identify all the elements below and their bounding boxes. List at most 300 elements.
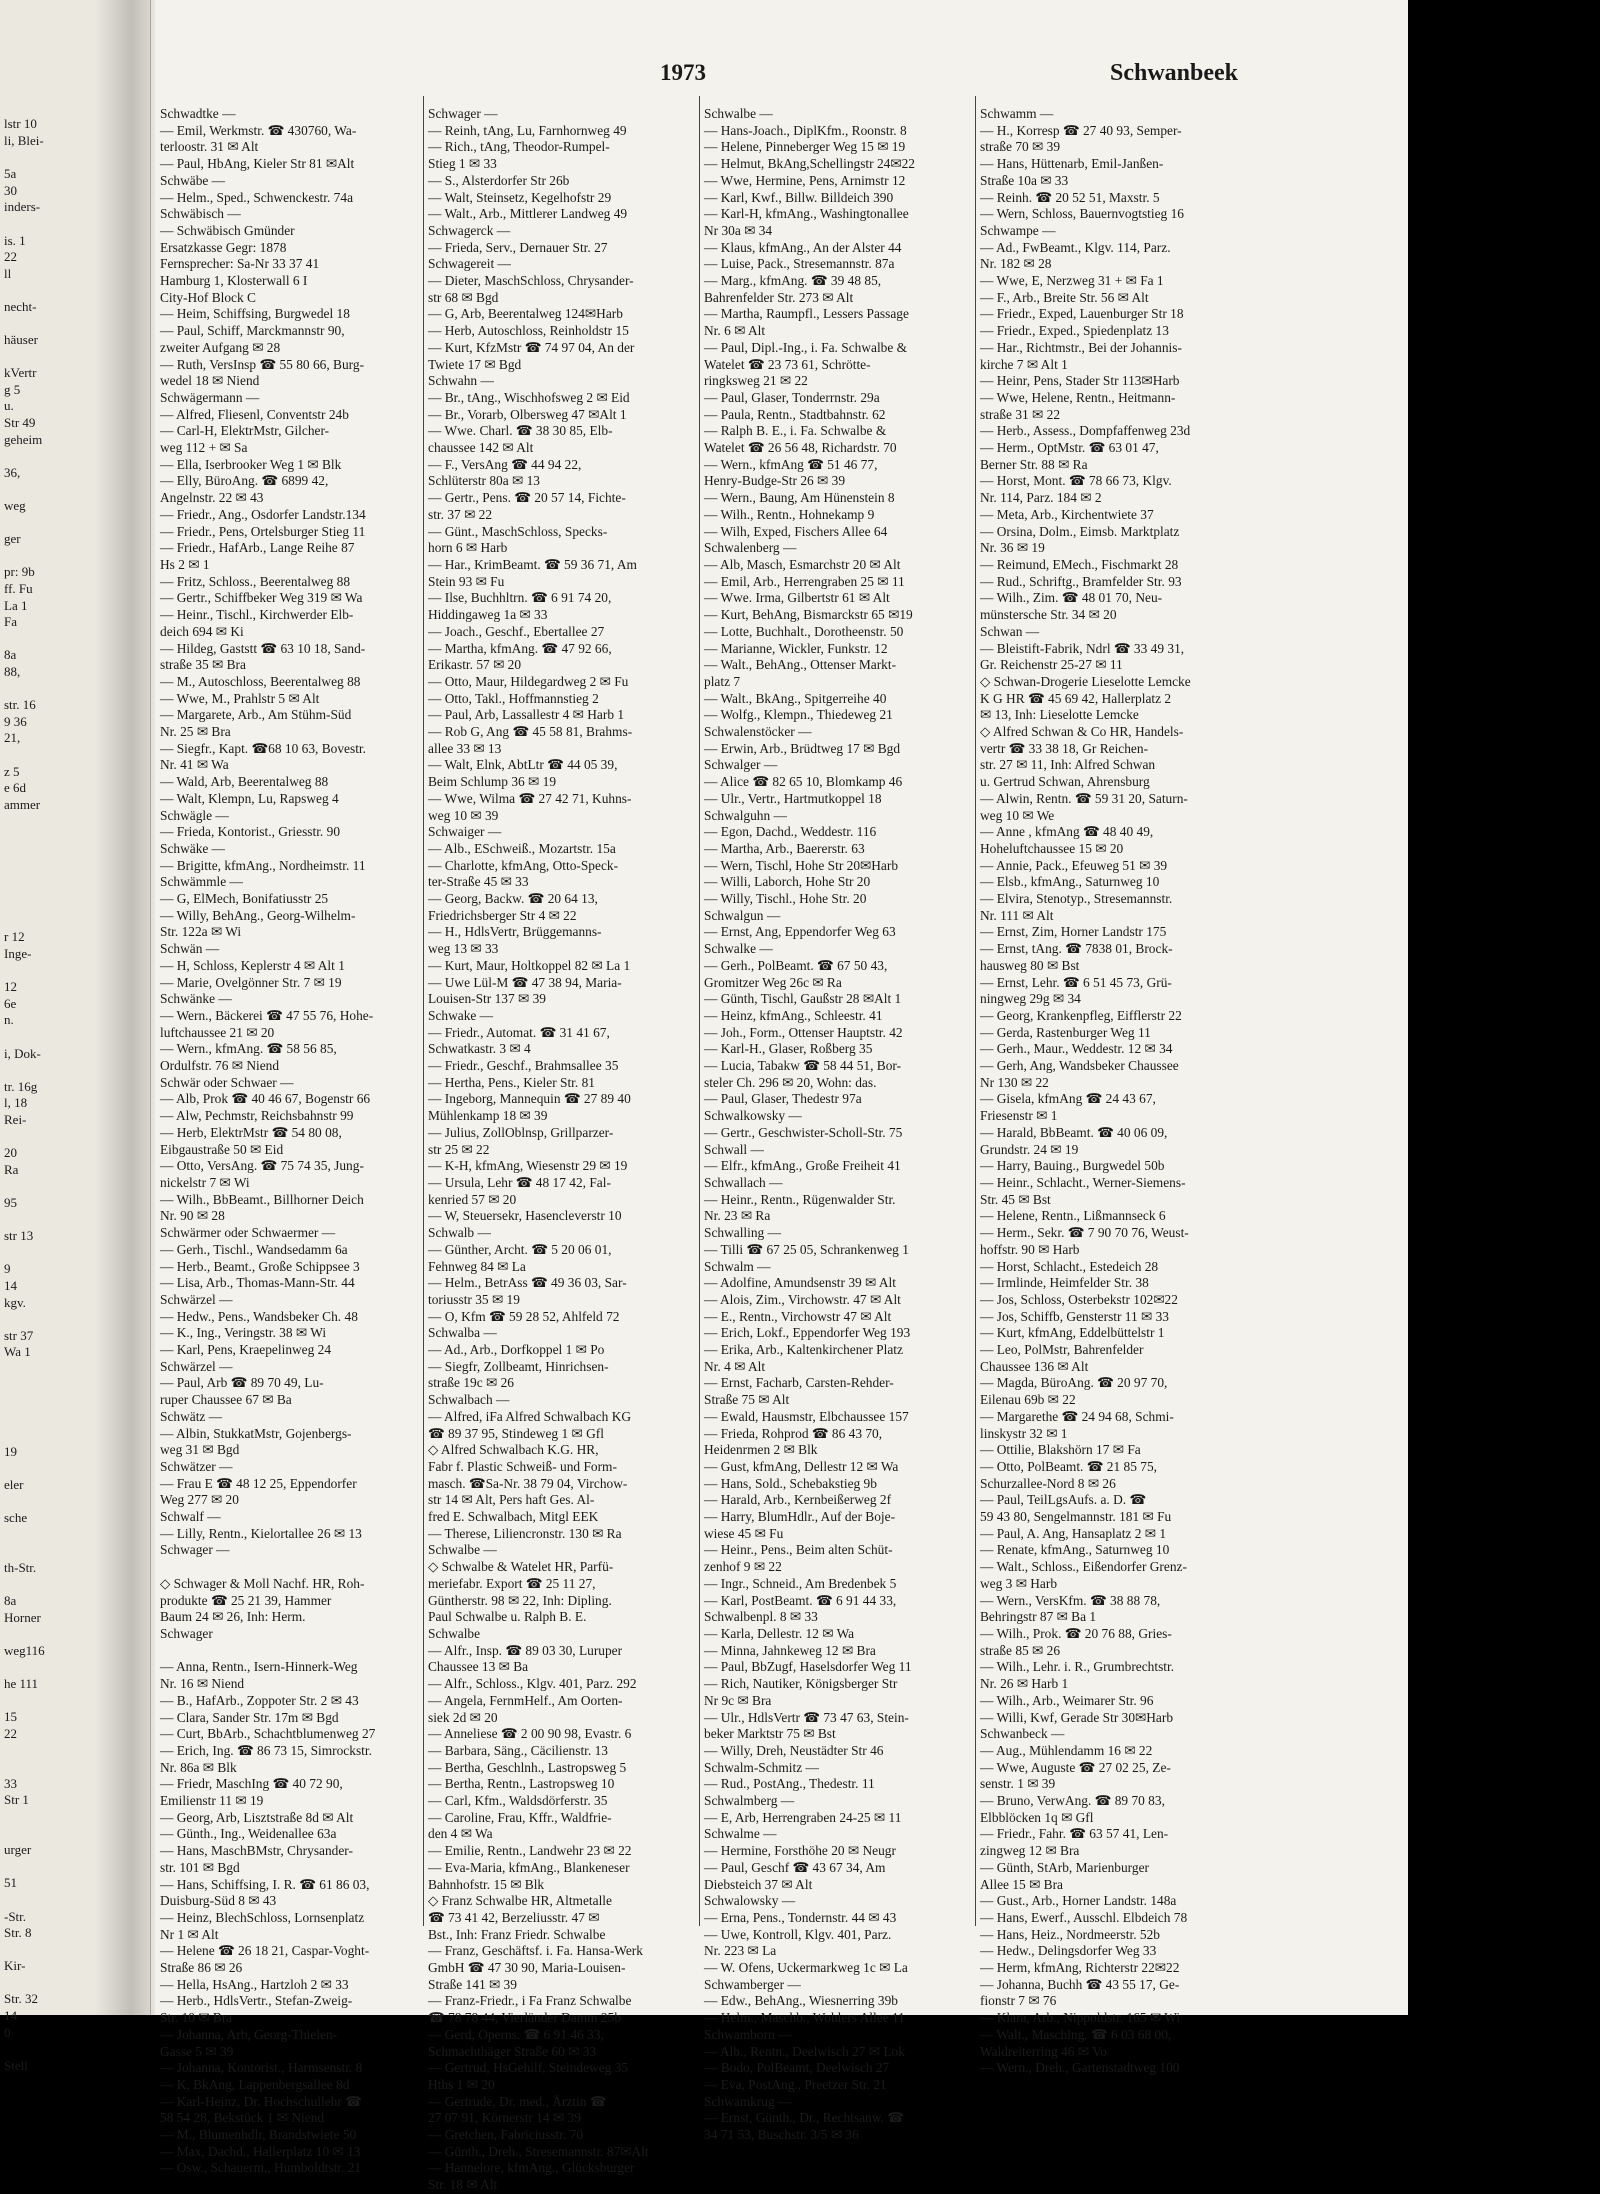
directory-entry: — Max, Dachd., Hallerplatz 10 ✉ 13: [160, 2143, 361, 2159]
directory-entry: — W, Steuersekr, Hasencleverstr 10: [428, 1208, 622, 1224]
directory-entry: Bahrenfelder Str. 273 ✉ Alt: [704, 289, 854, 305]
directory-entry: — Paul, Arb ☎ 89 70 49, Lu-: [160, 1375, 324, 1391]
directory-entry: — Paul, Arb, Lassallestr 4 ✉ Harb 1: [428, 707, 625, 723]
directory-entry: weg 10 ✉ We: [980, 807, 1055, 823]
directory-entry: — Frau E ☎ 48 12 25, Eppendorfer: [160, 1475, 357, 1491]
directory-entry: — Elvira, Stenotyp., Stresemannstr.: [980, 891, 1173, 907]
directory-entry: — Friedr., Exped., Spiedenplatz 13: [980, 323, 1169, 339]
directory-entry: ringksweg 21 ✉ 22: [704, 373, 808, 389]
directory-entry: — Ernst, Zim, Horner Landstr 175: [980, 924, 1167, 940]
directory-entry: — Hildeg, Gaststt ☎ 63 10 18, Sand-: [160, 640, 366, 656]
directory-entry: münstersche Str. 34 ✉ 20: [980, 607, 1117, 623]
directory-entry: Schwalowsky —: [704, 1893, 796, 1909]
directory-entry: Schwake —: [428, 1007, 494, 1023]
directory-entry: Stieg 1 ✉ 33: [428, 156, 497, 172]
directory-entry: — Alfr., Schloss., Klgv. 401, Parz. 292: [428, 1676, 637, 1692]
directory-entry: — Ralph B. E., i. Fa. Schwalbe &: [704, 423, 887, 439]
directory-entry: — Hermine, Forsthöhe 20 ✉ Neugr: [704, 1843, 896, 1859]
edge-fragment: str. 16: [4, 697, 36, 713]
directory-entry: Schwätz —: [160, 1408, 223, 1424]
directory-entry: — Karl-H., Glaser, Roßberg 35: [704, 1041, 873, 1057]
directory-entry: — Carl-H, ElektrMstr, Gilcher-: [160, 423, 330, 439]
directory-entry: Schwalm —: [704, 1258, 771, 1274]
directory-entry: — Emil, Werkmstr. ☎ 430760, Wa-: [160, 122, 357, 138]
directory-entry: — Johanna, Arb, Georg-Thielen-: [160, 2026, 338, 2042]
directory-entry: — Elfr., kfmAng., Große Freiheit 41: [704, 1158, 901, 1174]
directory-entry: — Helene, Pinneberger Weg 15 ✉ 19: [704, 139, 906, 155]
directory-entry: Straße 75 ✉ Alt: [704, 1392, 790, 1408]
directory-entry: — Br., Vorarb, Olbersweg 47 ✉Alt 1: [428, 406, 627, 422]
directory-entry: Allee 15 ✉ Bra: [980, 1876, 1063, 1892]
edge-fragment: Rei-: [4, 1112, 27, 1127]
directory-entry: — Herb., HdlsVertr., Stefan-Zweig-: [160, 1993, 353, 2009]
directory-entry: — Erika, Arb., Kaltenkirchener Platz: [704, 1342, 903, 1358]
directory-entry: — Herb., Assess., Dompfaffenweg 23d: [980, 423, 1191, 439]
directory-entry: — Franz-Friedr., i Fa Franz Schwalbe: [428, 1993, 632, 2009]
directory-entry: str. 27 ✉ 11, Inh: Alfred Schwan: [980, 757, 1156, 773]
directory-entry: — Bleistift-Fabrik, Ndrl ☎ 33 49 31,: [980, 640, 1185, 656]
edge-fragment: z 5: [4, 763, 20, 779]
directory-entry: — Paul, A. Ang, Hansaplatz 2 ✉ 1: [980, 1525, 1167, 1541]
directory-entry: — Helm., Sped., Schwenckestr. 74a: [160, 189, 354, 205]
directory-entry: — Friedr., Pens, Ortelsburger Stieg 11: [160, 523, 366, 539]
directory-entry: allee 33 ✉ 13: [428, 740, 502, 756]
directory-entry: — Martha, Raumpfl., Lessers Passage: [704, 306, 909, 322]
directory-entry: Schwahn —: [428, 373, 494, 389]
directory-entry: Schwalbe —: [428, 1542, 497, 1558]
directory-entry: — Heinz, kfmAng., Schleestr. 41: [704, 1007, 883, 1023]
directory-entry: — Friedr., Fahr. ☎ 63 57 41, Len-: [980, 1826, 1169, 1842]
directory-entry: — Egon, Dachd., Weddestr. 116: [704, 824, 877, 840]
directory-entry: platz 7: [704, 673, 741, 689]
column-rule: [699, 96, 700, 1926]
directory-entry: Nr 9c ✉ Bra: [704, 1692, 772, 1708]
binding-gutter: [95, 0, 155, 2015]
directory-entry: — Hella, HsAng., Hartzloh 2 ✉ 33: [160, 1976, 349, 1992]
directory-entry: Straße 10a ✉ 33: [980, 172, 1069, 188]
directory-entry: — Magda, BüroAng. ☎ 20 97 70,: [980, 1375, 1168, 1391]
directory-entry: — Herb, ElektrMstr ☎ 54 80 08,: [160, 1124, 342, 1140]
directory-entry: — Herm, kfmAng, Richterstr 22✉22: [980, 1960, 1180, 1976]
directory-entry: vertr ☎ 33 38 18, Gr Reichen-: [980, 740, 1149, 756]
directory-entry: ruper Chaussee 67 ✉ Ba: [160, 1392, 292, 1408]
directory-entry: — Alfred, iFa Alfred Schwalbach KG: [428, 1408, 632, 1424]
directory-entry: Schwalke —: [704, 941, 773, 957]
edge-fragment: u.: [4, 398, 14, 414]
directory-entry: — Anne , kfmAng ☎ 48 40 49,: [980, 824, 1154, 840]
directory-entry: Schwalbe: [428, 1625, 481, 1641]
directory-entry: — Willy, BehAng., Georg-Wilhelm-: [160, 907, 356, 923]
directory-entry: — H., Korresp ☎ 27 40 93, Semper-: [980, 122, 1182, 138]
edge-fragment: g 5: [4, 381, 21, 397]
directory-entry: — Otto, PolBeamt. ☎ 21 85 75,: [980, 1458, 1157, 1474]
directory-entry: — Paul, Geschf ☎ 43 67 34, Am: [704, 1859, 886, 1875]
directory-entry: weg 10 ✉ 39: [428, 807, 499, 823]
directory-entry: Hoheluftchaussee 15 ✉ 20: [980, 840, 1124, 856]
directory-entry: Nr. 90 ✉ 28: [160, 1208, 225, 1224]
directory-entry: — K, BkAng, Lappenbergsallee 8d: [160, 2076, 350, 2092]
directory-entry: ◇ Franz Schwalbe HR, Altmetalle: [428, 1893, 612, 1909]
directory-entry: Elbblöcken 1q ✉ Gfl: [980, 1809, 1094, 1825]
directory-entry: zingweg 12 ✉ Bra: [980, 1843, 1080, 1859]
edge-fragment: n.: [4, 1012, 14, 1028]
directory-entry: Nr. 25 ✉ Bra: [160, 724, 231, 740]
directory-entry: — Lotte, Buchhalt., Dorotheenstr. 50: [704, 623, 904, 639]
edge-fragment: 15: [4, 1709, 17, 1725]
directory-entry: Schwalf —: [160, 1509, 221, 1525]
directory-entry: — Heinr., Pens., Beim alten Schüt-: [704, 1542, 893, 1558]
directory-entry: — Elly, BüroAng. ☎ 6899 42,: [160, 473, 329, 489]
directory-entry: str 68 ✉ Bgd: [428, 289, 499, 305]
directory-entry: — Irmlinde, Heimfelder Str. 38: [980, 1275, 1149, 1291]
directory-entry: Schwägermann —: [160, 389, 260, 405]
directory-entry: str 25 ✉ 22: [428, 1141, 490, 1157]
directory-entry: Bahnhofstr. 15 ✉ Blk: [428, 1876, 545, 1892]
directory-entry: K G HR ☎ 45 69 42, Hallerplatz 2: [980, 690, 1172, 706]
directory-entry: — Helmut, BkAng,Schellingstr 24✉22: [704, 156, 915, 172]
directory-entry: — Karl, Pens, Kraepelinweg 24: [160, 1342, 332, 1358]
directory-entry: ☎ 73 41 42, Berzeliusstr. 47 ✉: [428, 1909, 600, 1925]
directory-entry: Schwämmle —: [160, 874, 243, 890]
directory-entry: — Ulr., Vertr., Hartmutkoppel 18: [704, 790, 882, 806]
directory-entry: Schwän —: [160, 941, 220, 957]
directory-entry: Schwärmer oder Schwaermer —: [160, 1225, 336, 1241]
directory-entry: — Hans, Heiz., Nordmeerstr. 52b: [980, 1926, 1160, 1942]
directory-entry: — Gertr., Pens. ☎ 20 57 14, Fichte-: [428, 490, 626, 506]
directory-entry: — Herb., Beamt., Große Schippsee 3: [160, 1258, 360, 1274]
directory-entry: straße 31 ✉ 22: [980, 406, 1061, 422]
directory-entry: ningweg 29g ✉ 34: [980, 991, 1081, 1007]
directory-entry: — Annie, Pack., Efeuweg 51 ✉ 39: [980, 857, 1168, 873]
directory-entry: Friesenstr ✉ 1: [980, 1108, 1058, 1124]
directory-entry: — Alb, Masch, Esmarchstr 20 ✉ Alt: [704, 556, 901, 572]
directory-entry: — Ad., FwBeamt., Klgv. 114, Parz.: [980, 239, 1171, 255]
directory-entry: — Hedw., Pens., Wandsbeker Ch. 48: [160, 1308, 358, 1324]
edge-fragment: weg116: [4, 1643, 45, 1658]
directory-entry: 27 07 91, Körnerstr 14 ✉ 39: [428, 2110, 581, 2126]
directory-entry: linskystr 32 ✉ 1: [980, 1425, 1068, 1441]
directory-entry: hausweg 80 ✉ Bst: [980, 957, 1080, 973]
directory-entry: 58 54 28, Bekstück 1 ✉ Niend: [160, 2110, 325, 2126]
directory-entry: weg 13 ✉ 33: [428, 941, 499, 957]
directory-entry: Schwalbe —: [704, 106, 773, 121]
directory-entry: — Ewald, Hausmstr, Elbchaussee 157: [704, 1408, 909, 1424]
directory-entry: — Günth, StArb, Marienburger: [980, 1859, 1149, 1875]
directory-entry: — Adolfine, Amundsenstr 39 ✉ Alt: [704, 1275, 896, 1291]
directory-entry: — Rud., Schriftg., Bramfelder Str. 93: [980, 573, 1182, 589]
directory-entry: — Heim, Schiffsing, Burgwedel 18: [160, 306, 350, 322]
directory-entry: Gasse 5 ✉ 39: [160, 2043, 234, 2059]
directory-entry: Schurzallee-Nord 8 ✉ 26: [980, 1475, 1116, 1491]
edge-fragment: Inge-: [4, 946, 32, 962]
directory-entry: — Joach., Geschf., Ebertallee 27: [428, 623, 605, 639]
directory-entry: fionstr 7 ✉ 76: [980, 1993, 1057, 2009]
directory-entry: — Ilse, Buchhltrn. ☎ 6 91 74 20,: [428, 590, 612, 606]
directory-entry: — Otto, Takl., Hoffmannstieg 2: [428, 690, 599, 706]
directory-entry: — Günth., Dreh., Stresemannstr. 87✉Alt: [428, 2143, 649, 2159]
directory-entry: — Ulr., HdlsVertr ☎ 73 47 63, Stein-: [704, 1709, 909, 1725]
directory-entry: weg 31 ✉ Bgd: [160, 1442, 240, 1458]
directory-entry: — Gerh, Ang, Wandsbeker Chaussee: [980, 1058, 1179, 1074]
directory-entry: — Willi, Kwf, Gerade Str 30✉Harb: [980, 1709, 1174, 1725]
edge-fragment: eler: [4, 1477, 24, 1493]
directory-entry: Nr. 36 ✉ 19: [980, 540, 1045, 556]
directory-entry: Nr. 41 ✉ Wa: [160, 757, 229, 773]
directory-entry: — Günther, Archt. ☎ 5 20 06 01,: [428, 1241, 612, 1257]
directory-entry: — Horst, Schlacht., Estedeich 28: [980, 1258, 1159, 1274]
directory-entry: — Erna, Pens., Tondernstr. 44 ✉ 43: [704, 1909, 897, 1925]
directory-entry: — Karl, PostBeamt. ☎ 6 91 44 33,: [704, 1592, 897, 1608]
directory-entry: — Har., KrimBeamt. ☎ 59 36 71, Am: [428, 556, 637, 572]
edge-fragment: -Str.: [4, 1908, 27, 1924]
directory-entry: Diebsteich 37 ✉ Alt: [704, 1876, 813, 1892]
edge-fragment: 22: [4, 1725, 17, 1741]
directory-entry: Güntherstr. 98 ✉ 22, Inh: Dipling.: [428, 1592, 612, 1608]
directory-entry: — Paul, Glaser, Tonderrnstr. 29a: [704, 389, 880, 405]
directory-entry: — Walt., Schloss., Eißendorfer Grenz-: [980, 1559, 1187, 1575]
directory-entry: — Fritz, Schloss., Beerentalweg 88: [160, 573, 351, 589]
directory-entry: Nr. 182 ✉ 28: [980, 256, 1052, 272]
directory-entry: Ersatzkasse Gegr: 1878: [160, 239, 287, 255]
directory-entry: Stein 93 ✉ Fu: [428, 573, 505, 589]
directory-entry: beker Marktstr 75 ✉ Bst: [704, 1726, 836, 1742]
directory-entry: zweiter Aufgang ✉ 28: [160, 339, 281, 355]
running-head: Schwanbeek: [1109, 60, 1238, 86]
edge-fragment: 8a: [4, 1593, 17, 1609]
directory-entry: — Alfr., Insp. ☎ 89 03 30, Luruper: [428, 1642, 623, 1658]
directory-entry: Schwär oder Schwaer —: [160, 1074, 294, 1090]
edge-fragment: kVertr: [4, 365, 37, 381]
directory-entry: — Gertr., Geschwister-Scholl-Str. 75: [704, 1124, 903, 1140]
directory-entry: — Wwe, E, Nerzweg 31 + ✉ Fa 1: [980, 273, 1164, 289]
directory-entry: — Emil, Arb., Herrengraben 25 ✉ 11: [704, 573, 905, 589]
directory-entry: ter-Straße 45 ✉ 33: [428, 874, 529, 890]
directory-entry: — Hans, Hüttenarb, Emil-Janßen-: [980, 156, 1164, 172]
edge-fragment: 95: [4, 1194, 17, 1210]
directory-entry: Schwalbach —: [428, 1392, 510, 1408]
edge-fragment: r 12: [4, 929, 25, 945]
directory-entry: ✉ 13, Inh: Lieselotte Lemcke: [980, 707, 1139, 723]
directory-entry: Schwäbisch —: [160, 206, 241, 222]
directory-entry: Henry-Budge-Str 26 ✉ 39: [704, 473, 846, 489]
directory-entry: GmbH ☎ 47 30 90, Maria-Louisen-: [428, 1960, 626, 1976]
directory-entry: — Günth., Ing., Weidenallee 63a: [160, 1826, 337, 1842]
directory-entry: — E., Rentn., Virchowstr 47 ✉ Alt: [704, 1308, 892, 1324]
directory-entry: — Heinr., Rentn., Rügenwalder Str.: [704, 1191, 896, 1207]
directory-entry: Duisburg-Süd 8 ✉ 43: [160, 1893, 277, 1909]
directory-entry: wiese 45 ✉ Fu: [704, 1525, 784, 1541]
edge-fragment: necht-: [4, 298, 37, 314]
directory-entry: — Karl-H, kfmAng., Washingtonallee: [704, 206, 909, 222]
directory-entry: — Ernst, Facharb, Carsten-Rehder-: [704, 1375, 894, 1391]
directory-entry: Schwaiger —: [428, 824, 502, 840]
directory-entry: kirche 7 ✉ Alt 1: [980, 356, 1068, 372]
directory-entry: — Paula, Rentn., Stadtbahnstr. 62: [704, 406, 886, 422]
directory-entry: Nr. 4 ✉ Alt: [704, 1358, 766, 1374]
directory-entry: — Margarethe ☎ 24 94 68, Schmi-: [980, 1408, 1174, 1424]
directory-entry: Behringstr 87 ✉ Ba 1: [980, 1609, 1097, 1625]
directory-entry: Gr. Reichenstr 25-27 ✉ 11: [980, 657, 1123, 673]
directory-entry: — Erich, Lokf., Eppendorfer Weg 193: [704, 1325, 911, 1341]
column-1: [160, 106, 432, 2177]
directory-entry: Schwallach —: [704, 1175, 783, 1190]
directory-entry: — Gerd, Operns. ☎ 6 91 46 33,: [428, 2026, 604, 2042]
edge-fragment: 14: [4, 1277, 17, 1293]
directory-entry: — Walt., Arb., Mittlerer Landweg 49: [428, 206, 628, 222]
edge-fragment: 33: [4, 1775, 17, 1791]
directory-entry: — Caroline, Frau, Kffr., Waldfrie-: [428, 1809, 612, 1825]
edge-fragment: 0: [4, 2024, 11, 2040]
edge-fragment: 19: [4, 1443, 17, 1459]
edge-fragment: La 1: [4, 597, 28, 613]
directory-entry: — G, ElMech, Bonifatiusstr 25: [160, 891, 329, 907]
directory-entry: — Paul, Dipl.-Ing., i. Fa. Schwalbe &: [704, 339, 908, 355]
directory-entry: — Marie, Ovelgönner Str. 7 ✉ 19: [160, 974, 342, 990]
directory-entry: — Ingr., Schneid., Am Bredenbek 5: [704, 1575, 897, 1591]
edge-fragment: häuser: [4, 332, 38, 348]
directory-entry: — Schwäbisch Gmünder: [160, 222, 295, 238]
directory-entry: — Karl, Kwf., Billw. Billdeich 390: [704, 189, 894, 205]
directory-entry: — Gretchen, Fabriciusstr. 70: [428, 2127, 584, 2143]
directory-entry: — Alice ☎ 82 65 10, Blomkamp 46: [704, 774, 903, 790]
directory-entry: Schwalling —: [704, 1225, 781, 1241]
directory-entry: — Ottilie, Blakshörn 17 ✉ Fa: [980, 1442, 1141, 1458]
directory-entry: Baum 24 ✉ 26, Inh: Herm.: [160, 1609, 306, 1625]
directory-entry: str. 37 ✉ 22: [428, 506, 493, 522]
directory-entry: — Ingeborg, Mannequin ☎ 27 89 40: [428, 1091, 631, 1107]
directory-entry: — Wwe, Helene, Rentn., Heitmann-: [980, 389, 1176, 405]
directory-entry: — Willy, Tischl., Hohe Str. 20: [704, 891, 867, 907]
directory-entry: — Frieda, Kontorist., Griesstr. 90: [160, 824, 341, 840]
directory-entry: — Wilh., Prok. ☎ 20 76 88, Gries-: [980, 1625, 1172, 1641]
directory-entry: — Therese, Liliencronstr. 130 ✉ Ra: [428, 1525, 622, 1541]
directory-entry: — Jos, Schloss, Osterbekstr 102✉22: [980, 1291, 1178, 1307]
directory-entry: ◇ Schwan-Drogerie Lieselotte Lemcke: [980, 673, 1191, 689]
directory-entry: Nr. 111 ✉ Alt: [980, 907, 1054, 923]
directory-entry: — Ernst, tAng. ☎ 7838 01, Brock-: [980, 941, 1173, 957]
directory-entry: Fabr f. Plastic Schweiß- und Form-: [428, 1458, 617, 1474]
directory-entry: — Reinh. ☎ 20 52 51, Maxstr. 5: [980, 189, 1160, 205]
edge-fragment: Fa: [4, 614, 17, 630]
directory-entry: — Gertrude, Dr. med., Ärztin ☎: [428, 2093, 607, 2109]
edge-fragment: [4, 2041, 150, 2058]
directory-entry: Schwägle —: [160, 807, 229, 823]
directory-entry: ◇ Alfred Schwalbach K.G. HR,: [428, 1442, 599, 1458]
directory-entry: — Alois, Zim., Virchowstr. 47 ✉ Alt: [704, 1291, 901, 1307]
directory-entry: — Wern., kfmAng. ☎ 58 56 85,: [160, 1041, 337, 1057]
directory-entry: — Wilh., BbBeamt., Billhorner Deich: [160, 1191, 364, 1207]
directory-entry: — Otto, VersAng. ☎ 75 74 35, Jung-: [160, 1158, 364, 1174]
edge-fragment: tr. 16g: [4, 1078, 38, 1094]
directory-entry: Schwalger —: [704, 757, 778, 773]
directory-entry: Str. 45 ✉ Bst: [980, 1191, 1051, 1207]
edge-fragment: ammer: [4, 796, 41, 812]
edge-fragment: 36,: [4, 464, 21, 480]
directory-entry: Weg 277 ✉ 20: [160, 1492, 239, 1508]
directory-entry: — Reinh, tAng, Lu, Farnhornweg 49: [428, 122, 627, 138]
page-number: 1973: [660, 60, 706, 85]
directory-entry: — Walt, Steinsetz, Kegelhofstr 29: [428, 189, 612, 205]
directory-entry: — Reimund, EMech., Fischmarkt 28: [980, 556, 1179, 572]
directory-entry: — Marg., kfmAng. ☎ 39 48 85,: [704, 273, 882, 289]
directory-entry: str 14 ✉ Alt, Pers haft Ges. Al-: [428, 1492, 595, 1508]
directory-entry: — Kurt, Maur, Holtkoppel 82 ✉ La 1: [428, 957, 631, 973]
column-2: [428, 106, 700, 2194]
directory-entry: — Martha, kfmAng. ☎ 47 92 66,: [428, 640, 612, 656]
directory-entry: Schlüterstr 80a ✉ 13: [428, 473, 541, 489]
directory-entry: — Wwe, M., Prahlstr 5 ✉ Alt: [160, 690, 320, 706]
directory-entry: — Otto, Maur, Hildegardweg 2 ✉ Fu: [428, 673, 629, 689]
directory-entry: — Lisa, Arb., Thomas-Mann-Str. 44: [160, 1275, 355, 1291]
directory-entry: Schwalenberg —: [704, 540, 797, 556]
directory-entry: — Hannelore, kfmAng., Glücksburger: [428, 2160, 635, 2176]
directory-entry: — Leo, PolMstr, Bahrenfelder: [980, 1342, 1144, 1358]
directory-entry: — Paul, HbAng, Kieler Str 81 ✉Alt: [160, 156, 355, 172]
directory-entry: Str. 10 ✉ Bra: [160, 2010, 233, 2026]
directory-entry: luftchaussee 21 ✉ 20: [160, 1024, 275, 1040]
directory-entry: — Helene ☎ 26 18 21, Caspar-Voght-: [160, 1943, 370, 1959]
directory-entry: — Horst, Mont. ☎ 78 66 73, Klgv.: [980, 473, 1172, 489]
directory-entry: — Herm., OptMstr. ☎ 63 01 47,: [980, 440, 1159, 456]
directory-entry: — Hertha, Pens., Kieler Str. 81: [428, 1074, 595, 1090]
directory-entry: — Erwin, Arb., Brüdtweg 17 ✉ Bgd: [704, 740, 901, 756]
directory-entry: — Paul, Schiff, Marckmannstr 90,: [160, 323, 345, 339]
edge-fragment: Str 1: [4, 1792, 29, 1808]
directory-entry: Schwärzel —: [160, 1291, 233, 1307]
directory-entry: Schwalbenpl. 8 ✉ 33: [704, 1609, 818, 1625]
directory-entry: Beim Schlump 36 ✉ 19: [428, 774, 557, 790]
directory-entry: Straße 141 ✉ 39: [428, 1976, 517, 1992]
edge-fragment: sche: [4, 1510, 28, 1526]
directory-entry: Schwamm —: [980, 106, 1054, 121]
directory-entry: — Barbara, Säng., Cäcilienstr. 13: [428, 1742, 608, 1758]
directory-entry: Nr 30a ✉ 34: [704, 222, 773, 238]
directory-entry: Fehnweg 84 ✉ La: [428, 1258, 526, 1274]
edge-fragment: ll: [4, 265, 12, 281]
directory-entry: Friedrichsberger Str 4 ✉ 22: [428, 907, 577, 923]
edge-fragment: he 111: [4, 1676, 39, 1692]
directory-entry: — Wolfg., Klempn., Thiedeweg 21: [704, 707, 893, 723]
directory-entry: — Hans-Joach., DiplKfm., Roonstr. 8: [704, 122, 907, 138]
directory-entry: Schwampe —: [980, 222, 1056, 238]
directory-entry: — Wwe. Irma, Gilbertstr 61 ✉ Alt: [704, 590, 890, 606]
edge-fragment: 6e: [4, 995, 17, 1011]
edge-fragment: e 6d: [4, 780, 27, 796]
directory-entry: — Friedr., Automat. ☎ 31 41 67,: [428, 1024, 610, 1040]
directory-entry: Schwäbe —: [160, 172, 226, 188]
edge-fragment: kgv.: [4, 1294, 26, 1310]
directory-entry: — Gerh., Tischl., Wandsedamm 6a: [160, 1241, 348, 1257]
directory-entry: Chaussee 136 ✉ Alt: [980, 1358, 1089, 1374]
directory-entry: Nr. 26 ✉ Harb 1: [980, 1676, 1069, 1692]
directory-entry: — Aug., Mühlendamm 16 ✉ 22: [980, 1742, 1153, 1758]
directory-entry: — Gust., Arb., Horner Landstr. 148a: [980, 1893, 1177, 1909]
edge-fragment: 21,: [4, 730, 21, 746]
directory-entry: — Hedw., Delingsdorfer Weg 33: [980, 1943, 1157, 1959]
directory-entry: — Wern, Tischl, Hohe Str 20✉Harb: [704, 857, 899, 873]
directory-entry: — Edw., BehAng., Wiesnerring 39b: [704, 1993, 898, 2009]
directory-entry: Hamburg 1, Klosterwall 6 I: [160, 273, 308, 289]
directory-entry: Schwänke —: [160, 991, 232, 1007]
directory-entry: — Hans, Schiffsing, I. R. ☎ 61 86 03,: [160, 1876, 370, 1892]
edge-fragment: l, 18: [4, 1095, 28, 1111]
directory-entry: — Klaus, kfmAng., An der Alster 44: [704, 239, 902, 255]
directory-entry: — Anna, Rentn., Isern-Hinnerk-Weg: [160, 1659, 358, 1675]
directory-entry: Hths 1 ✉ 20: [428, 2076, 495, 2092]
directory-entry: Schwagereit —: [428, 256, 511, 272]
directory-entry: Schmachthäger Straße 60 ✉ 33: [428, 2043, 597, 2059]
directory-entry: str. 101 ✉ Bgd: [160, 1859, 240, 1875]
